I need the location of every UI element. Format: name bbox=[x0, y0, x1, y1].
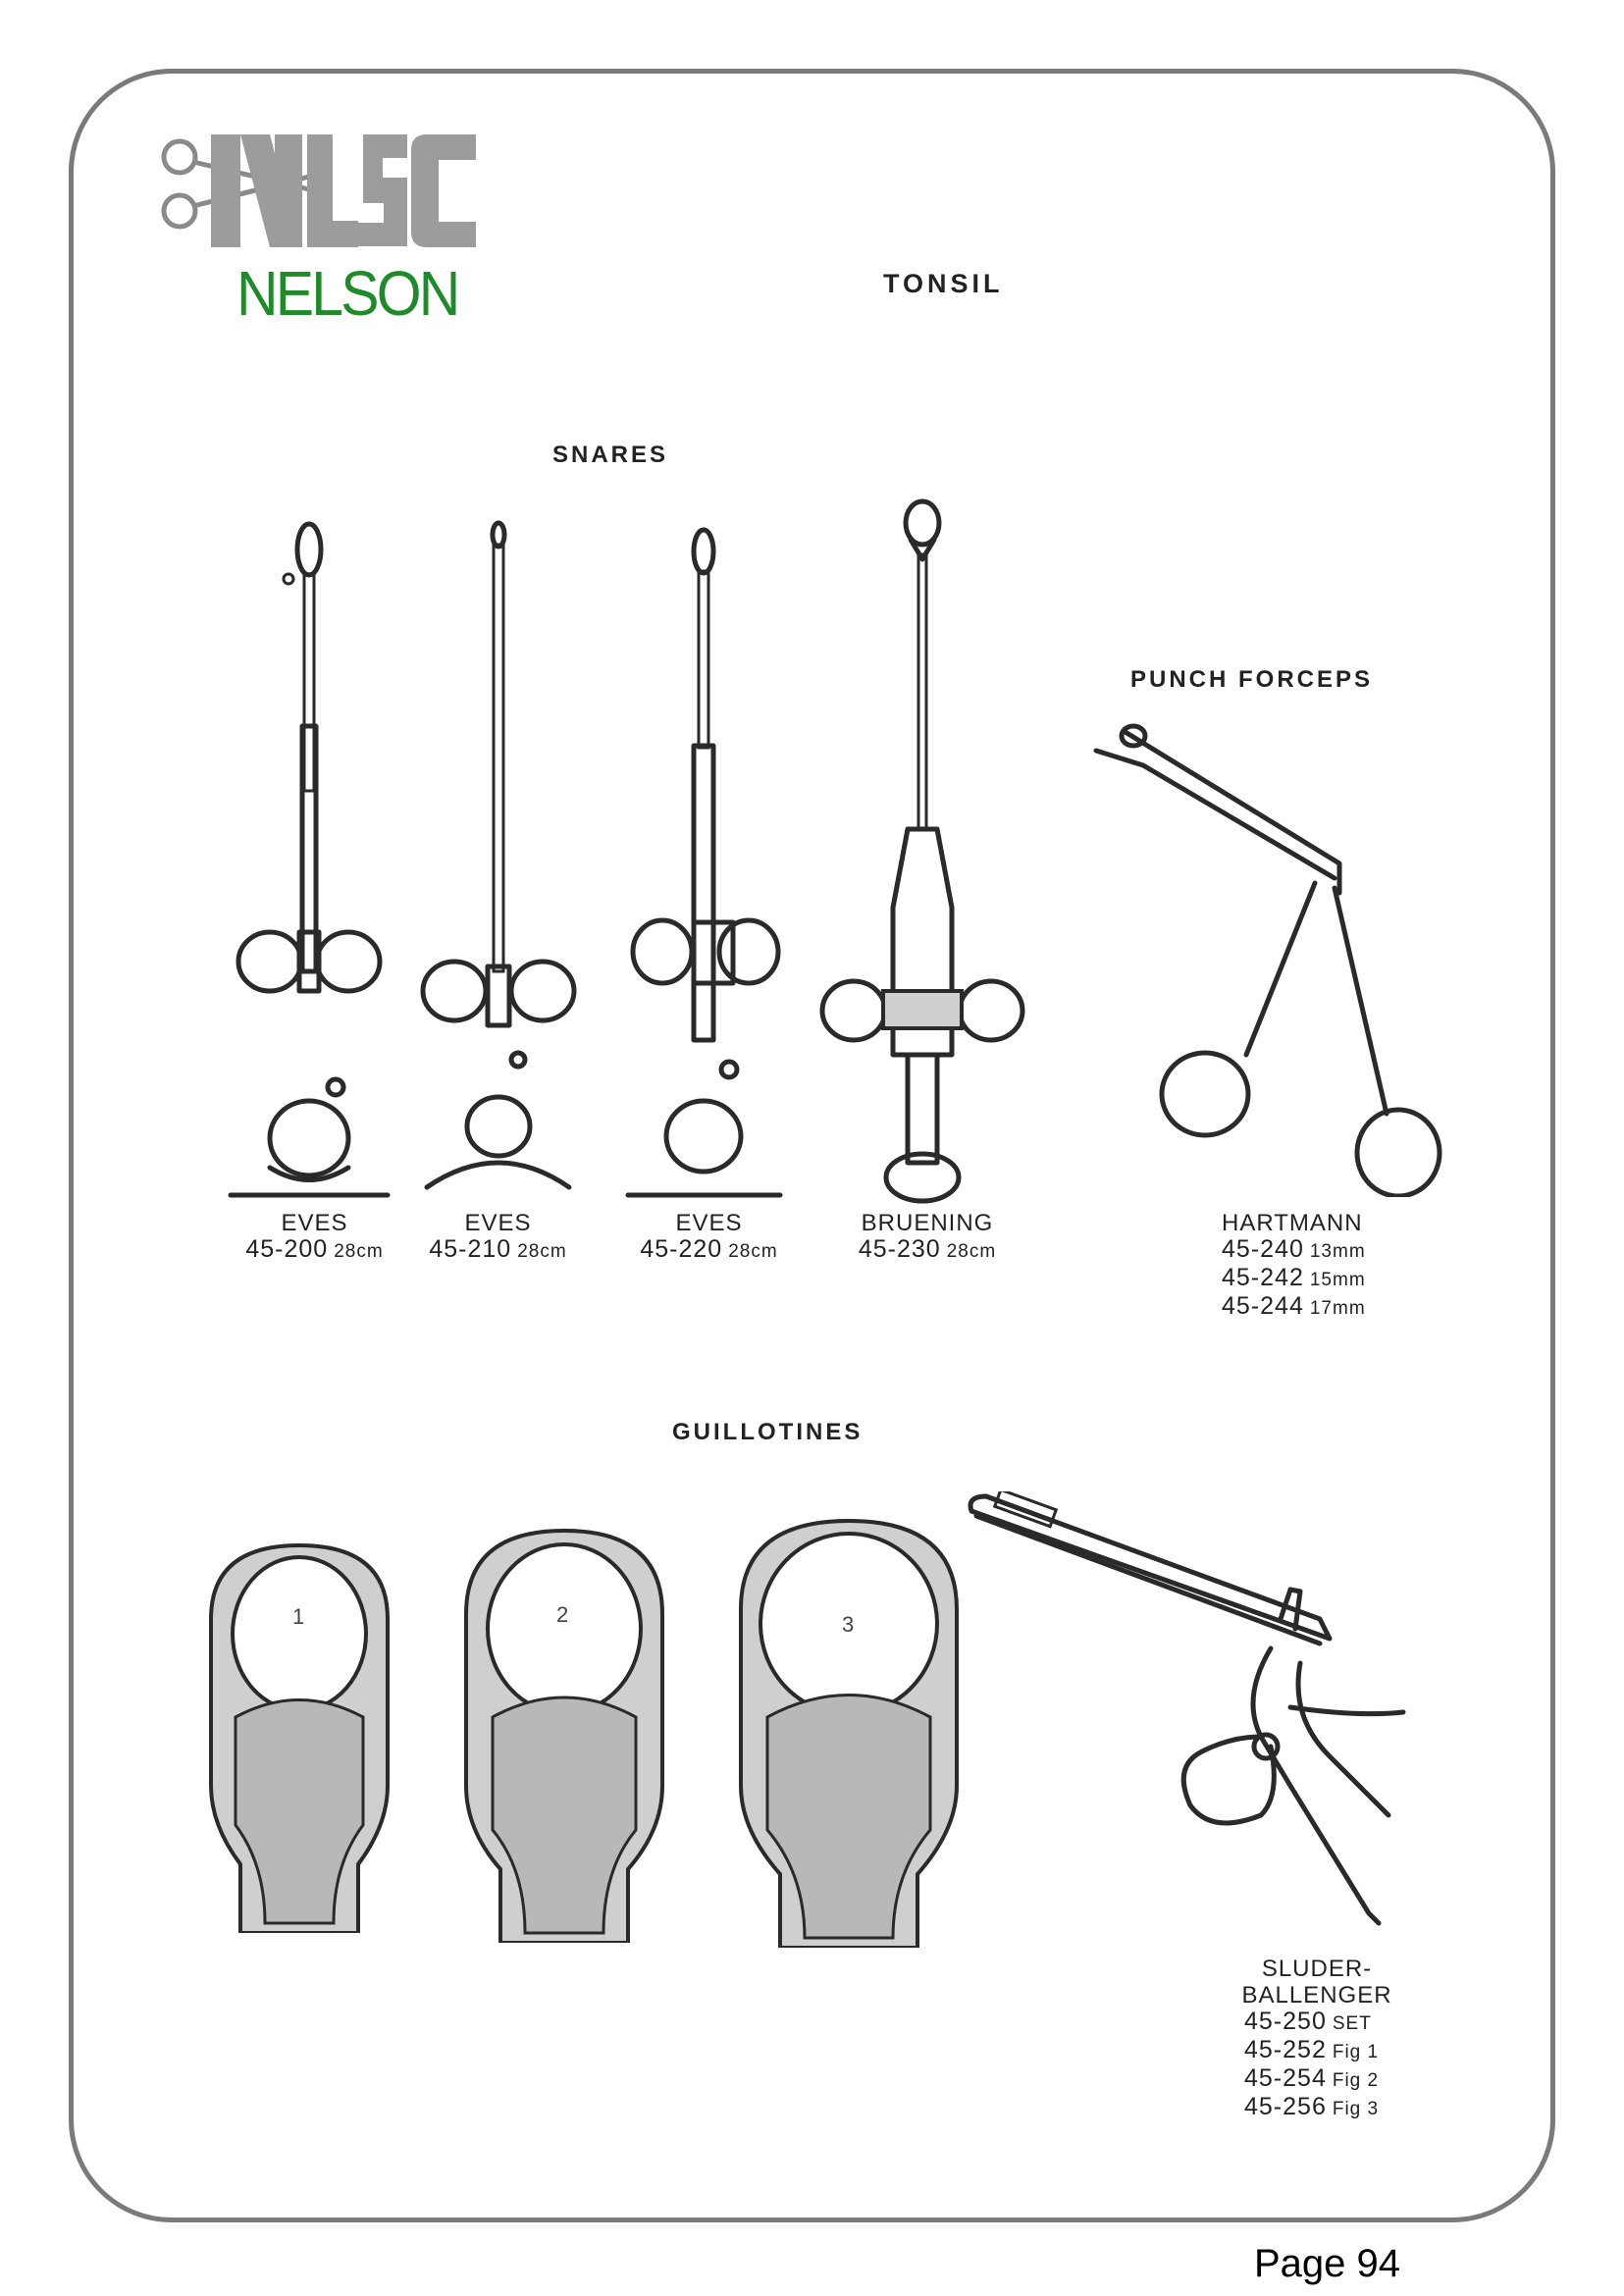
guillotine-fig-label: 2 bbox=[556, 1602, 569, 1627]
snare-eves-45-220-illustration bbox=[623, 520, 790, 1207]
product-code: 45-210 bbox=[429, 1235, 512, 1263]
product-size: 13mm bbox=[1309, 1241, 1366, 1262]
instrument-name: SLUDER-BALLENGER bbox=[1241, 1956, 1392, 2009]
guillotine-fig-2-illustration bbox=[461, 1526, 667, 1943]
product-code: 45-254 bbox=[1244, 2064, 1327, 2092]
section-snares: SNARES bbox=[552, 442, 669, 468]
product-code: 45-250 bbox=[1244, 2008, 1327, 2035]
snare-label-45-200 bbox=[234, 1210, 395, 1265]
product-size: 28cm bbox=[334, 1241, 384, 1262]
product-size: Fig 3 bbox=[1332, 2099, 1380, 2119]
guillotine-fig-1-illustration bbox=[206, 1540, 393, 1933]
product-size: 17mm bbox=[1309, 1298, 1366, 1319]
product-size: Fig 2 bbox=[1332, 2070, 1380, 2091]
page-number: Page 94 bbox=[1254, 2242, 1401, 2285]
product-size: 15mm bbox=[1309, 1270, 1366, 1290]
guillotine-fig-3-illustration bbox=[736, 1516, 962, 1948]
product-code: 45-230 bbox=[858, 1235, 941, 1263]
product-code: 45-240 bbox=[1222, 1235, 1304, 1263]
product-code: 45-242 bbox=[1222, 1264, 1304, 1291]
instrument-name: BRUENING bbox=[861, 1210, 994, 1236]
product-code: 45-256 bbox=[1244, 2093, 1327, 2120]
snare-label-45-220 bbox=[628, 1210, 790, 1265]
snare-bruening-45-230-illustration bbox=[814, 496, 1035, 1207]
product-code: 45-200 bbox=[245, 1235, 329, 1263]
section-punch-forceps: PUNCH FORCEPS bbox=[1130, 666, 1374, 693]
guillotine-fig-label: 3 bbox=[842, 1612, 855, 1637]
product-size: 28cm bbox=[946, 1241, 997, 1262]
instrument-name: EVES bbox=[281, 1210, 348, 1236]
snare-eves-45-200-illustration bbox=[226, 520, 397, 1207]
page-title: TONSIL bbox=[883, 269, 1004, 298]
sluder-ballenger-guillotine-illustration bbox=[967, 1491, 1438, 1953]
instrument-name: EVES bbox=[464, 1210, 532, 1236]
sluder-ballenger-label bbox=[1189, 1956, 1444, 2122]
section-guillotines: GUILLOTINES bbox=[672, 1419, 864, 1445]
product-size: 28cm bbox=[728, 1241, 778, 1262]
snare-label-45-230 bbox=[844, 1210, 1011, 1265]
hartmann-label bbox=[1222, 1210, 1418, 1322]
product-code: 45-220 bbox=[640, 1235, 723, 1263]
product-size: Fig 1 bbox=[1332, 2042, 1380, 2062]
hartmann-punch-forceps-illustration bbox=[1084, 711, 1457, 1197]
brand-name: NELSON bbox=[236, 258, 458, 329]
instrument-name: HARTMANN bbox=[1222, 1210, 1363, 1236]
snare-eves-45-210-illustration bbox=[417, 520, 579, 1207]
instrument-name: EVES bbox=[675, 1210, 743, 1236]
product-size: SET bbox=[1332, 2013, 1372, 2034]
product-code: 45-244 bbox=[1222, 1292, 1304, 1320]
product-size: 28cm bbox=[517, 1241, 567, 1262]
product-code: 45-252 bbox=[1244, 2036, 1327, 2063]
guillotine-fig-label: 1 bbox=[292, 1604, 305, 1629]
snare-label-45-210 bbox=[417, 1210, 579, 1265]
